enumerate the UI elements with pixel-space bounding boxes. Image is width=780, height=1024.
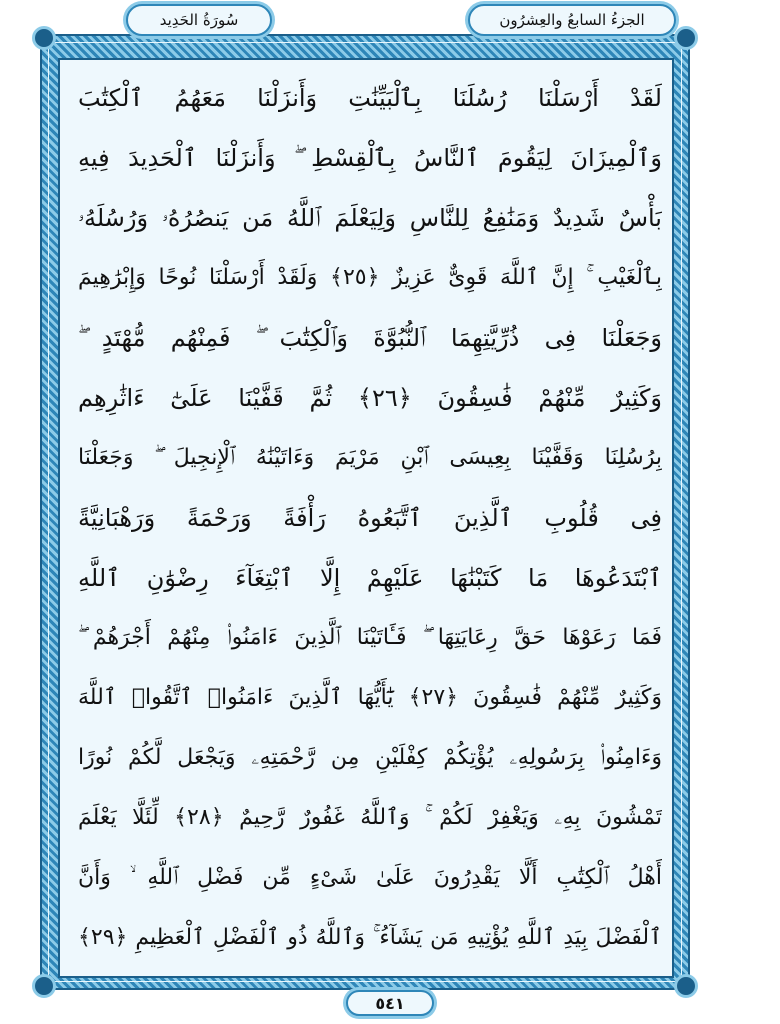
verse-line-5: وَجَعَلْنَا فِى ذُرِّيَّتِهِمَا ٱلنُّبُوَّةَ وَٱلْكِتَٰبَ ۖ فَمِنْهُم مُّهْتَدٍ ۖ xyxy=(78,324,662,352)
verse-line-15: ٱلْفَضْلَ بِيَدِ ٱللَّهِ يُؤْتِيهِ مَن يَشَآءُ ۚ وَٱللَّهُ ذُو ٱلْفَضْلِ ٱلْعَظِيمِ ﴿٢٩﴾ xyxy=(78,925,662,950)
verse-line-14: أَهْلُ ٱلْكِتَٰبِ أَلَّا يَقْدِرُونَ عَلَىٰ شَىْءٍ مِّن فَضْلِ ٱللَّهِ ۙ وَأَنَّ xyxy=(78,865,662,890)
verse-line-13: تَمْشُونَ بِهِۦ وَيَغْفِرْ لَكُمْ ۚ وَٱللَّهُ غَفُورٌ رَّحِيمٌ ﴿٢٨﴾ لِّئَلَّا يَعْلَمَ xyxy=(78,805,662,830)
verse-line-9: ٱبْتَدَعُوهَا مَا كَتَبْنَٰهَا عَلَيْهِمْ إِلَّا ٱبْتِغَآءَ رِضْوَٰنِ ٱللَّهِ xyxy=(78,564,662,592)
juz-title: الجزءُ السابعُ والعِشرُون xyxy=(468,4,676,36)
corner-ornament-icon xyxy=(674,26,698,50)
verse-line-3: بَأْسٌ شَدِيدٌ وَمَنَٰفِعُ لِلنَّاسِ وَلِيَعْلَمَ ٱللَّهُ مَن يَنصُرُهُۥ وَرُسُلَهُۥ xyxy=(78,204,662,232)
verse-line-2: وَٱلْمِيزَانَ لِيَقُومَ ٱلنَّاسُ بِٱلْقِسْطِ ۖ وَأَنزَلْنَا ٱلْحَدِيدَ فِيهِ xyxy=(78,144,662,172)
verse-line-1: لَقَدْ أَرْسَلْنَا رُسُلَنَا بِٱلْبَيِّنَٰتِ وَأَنزَلْنَا مَعَهُمُ ٱلْكِتَٰبَ xyxy=(78,84,662,112)
page-number: ٥٤١ xyxy=(346,990,434,1016)
verse-line-12: وَءَامِنُوا۟ بِرَسُولِهِۦ يُؤْتِكُمْ كِفْلَيْنِ مِن رَّحْمَتِهِۦ وَيَجْعَل لَّكُمْ نُورًا xyxy=(78,745,662,770)
corner-ornament-icon xyxy=(32,974,56,998)
corner-ornament-icon xyxy=(674,974,698,998)
verse-lines xyxy=(78,68,662,968)
verse-line-6: وَكَثِيرٌ مِّنْهُمْ فَٰسِقُونَ ﴿٢٦﴾ ثُمَّ قَفَّيْنَا عَلَىٰٓ ءَاثَٰرِهِم xyxy=(78,384,662,412)
verse-line-4: بِٱلْغَيْبِ ۚ إِنَّ ٱللَّهَ قَوِىٌّ عَزِيزٌ ﴿٢٥﴾ وَلَقَدْ أَرْسَلْنَا نُوحًا وَإِبْرَٰهِيمَ xyxy=(78,265,662,290)
verse-line-7: بِرُسُلِنَا وَقَفَّيْنَا بِعِيسَى ٱبْنِ مَرْيَمَ وَءَاتَيْنَٰهُ ٱلْإِنجِيلَ ۖ وَجَعَلْنَا xyxy=(78,445,662,470)
surah-title: سُورَةُ الحَدِيد xyxy=(126,4,272,36)
verse-line-8: فِى قُلُوبِ ٱلَّذِينَ ٱتَّبَعُوهُ رَأْفَةً وَرَحْمَةً وَرَهْبَانِيَّةً xyxy=(78,504,662,532)
verse-line-10: فَمَا رَعَوْهَا حَقَّ رِعَايَتِهَا ۖ فَـَٔاتَيْنَا ٱلَّذِينَ ءَامَنُوا۟ مِنْهُمْ أَجْرَهُمْ ۖ xyxy=(78,625,662,650)
corner-ornament-icon xyxy=(32,26,56,50)
verse-line-11: وَكَثِيرٌ مِّنْهُمْ فَٰسِقُونَ ﴿٢٧﴾ يَٰٓأَيُّهَا ٱلَّذِينَ ءَامَنُوا۟ ٱتَّقُوا۟ ٱللَّهَ xyxy=(78,685,662,710)
